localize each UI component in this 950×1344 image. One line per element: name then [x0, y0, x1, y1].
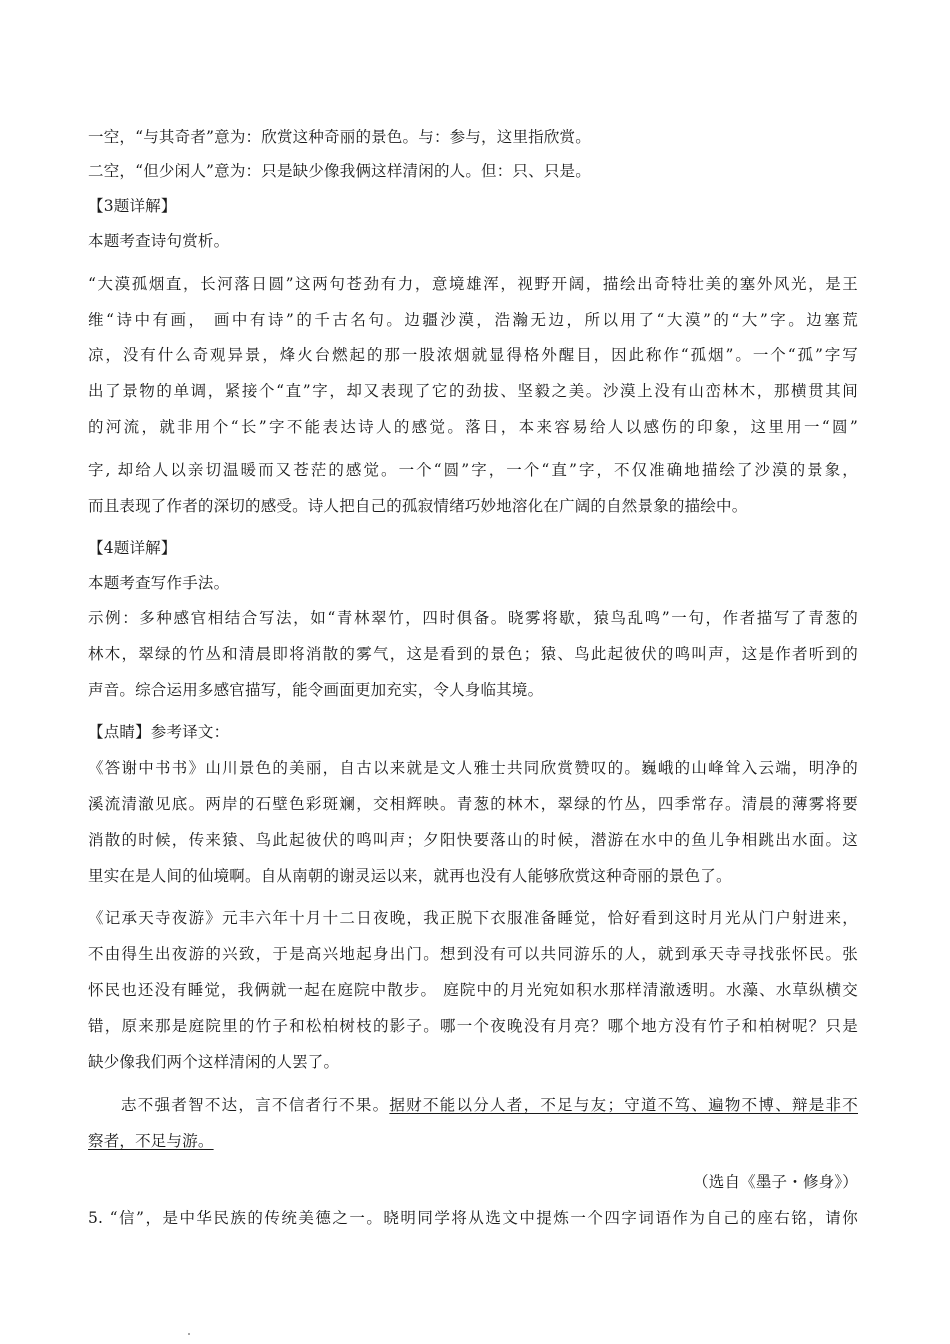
text-line: 本题考查诗句赏析。 [88, 232, 230, 250]
passage-plain-text: 志不强者智不达，言不信者行不果。 [121, 1096, 390, 1114]
page-mark [188, 1333, 190, 1335]
text-line: 的河流，就非用个“长”字不能表达诗人的感觉。落日，本来容易给人以感伤的印象，这里用一“圆” [88, 418, 858, 436]
text-line: 本题考查写作手法。 [88, 574, 230, 592]
question-5: 5. “信”，是中华民族的传统美德之一。晓明同学将从选文中提炼一个四字词语作为自己的座右铭，请你 [88, 1209, 858, 1227]
text-line: 林木，翠绿的竹丛和清晨即将消散的雾气，这是看到的景色；猿、鸟此起彼伏的鸣叫声，这是作者听到的 [88, 645, 858, 663]
underlined-text: 察者，不足与游。 [88, 1132, 214, 1150]
text-line: 二空，“但少闲人”意为：只是缺少像我俩这样清闲的人。但：只、只是。 [88, 162, 591, 180]
text-line: 溪流清澈见底。两岸的石壁色彩斑斓，交相辉映。青葱的林木，翠绿的竹丛，四季常存。清晨的薄雾将要 [88, 795, 858, 813]
underlined-text: 据财不能以分人者，不足与友；守道不笃、遍物不博、辩是非不 [389, 1096, 858, 1114]
text-line: 示例：多种感官相结合写法，如“青林翠竹，四时俱备。晓雾将歇，猿鸟乱鸣”一句，作者描写了青葱的 [88, 609, 858, 627]
text-line: 出了景物的单调，紧接个“直”字，却又表现了它的劲拔、坚毅之美。沙漠上没有山峦林木，那横贯其间 [88, 382, 858, 400]
section-heading: 【点睛】参考译文： [88, 723, 230, 741]
passage-source: （选自《墨子・修身》） [693, 1173, 858, 1191]
section-heading: 【3题详解】 [88, 197, 177, 215]
text-line: 维“诗中有画， 画中有诗”的千古名句。边疆沙漠，浩瀚无边，所以用了“大漠”的“大”字。边塞荒 [88, 311, 858, 329]
text-line: 一空，“与其奇者”意为：欣赏这种奇丽的景色。与：参与，这里指欣赏。 [88, 128, 591, 146]
text-line: 错，原来那是庭院里的竹子和松柏树枝的影子。哪一个夜晚没有月亮？哪个地方没有竹子和柏树呢？只是 [88, 1017, 858, 1035]
section-heading: 【4题详解】 [88, 539, 177, 557]
text-line: 里实在是人间的仙境啊。自从南朝的谢灵运以来，就再也没有人能够欣赏这种奇丽的景色了。 [88, 867, 732, 885]
text-line: 《答谢中书书》山川景色的美丽，自古以来就是文人雅士共同欣赏赞叹的。巍峨的山峰耸入云端，明净的 [88, 759, 858, 777]
text-line: 凉，没有什么奇观异景，烽火台燃起的那一股浓烟就显得格外醒目，因此称作“孤烟”。一个“孤”字写 [88, 346, 858, 364]
passage-line [88, 1131, 858, 1151]
text-line: 声音。综合运用多感官描写，能令画面更加充实，令人身临其境。 [88, 681, 544, 699]
text-line: 缺少像我们两个这样清闲的人罢了。 [88, 1053, 340, 1071]
text-line: 字, 却给人以亲切温暖而又苍茫的感觉。一个“圆”字，一个“直”字，不仅准确地描绘了沙漠的景象， [88, 461, 858, 479]
passage-line [121, 1095, 858, 1115]
text-line: “大漠孤烟直，长河落日圆”这两句苍劲有力，意境雄浑，视野开阔，描绘出奇特壮美的塞外风光，是王 [88, 275, 858, 293]
text-line: 不由得生出夜游的兴致，于是高兴地起身出门。想到没有可以共同游乐的人，就到承天寺寻找张怀民。张 [88, 945, 858, 963]
text-line: 怀民也还没有睡觉，我俩就一起在庭院中散步。 庭院中的月光宛如积水那样清澈透明。水藻、水草纵横交 [88, 981, 858, 999]
text-line: 《记承天寺夜游》元丰六年十月十二日夜晚，我正脱下衣服准备睡觉，恰好看到这时月光从门户射进来， [88, 909, 858, 927]
text-line: 消散的时候，传来猿、鸟此起彼伏的鸣叫声；夕阳快要落山的时候，潜游在水中的鱼儿争相跳出水面。这 [88, 831, 858, 849]
text-line: 而且表现了作者的深切的感受。诗人把自己的孤寂情绪巧妙地溶化在广阔的自然景象的描绘中。 [88, 497, 748, 515]
